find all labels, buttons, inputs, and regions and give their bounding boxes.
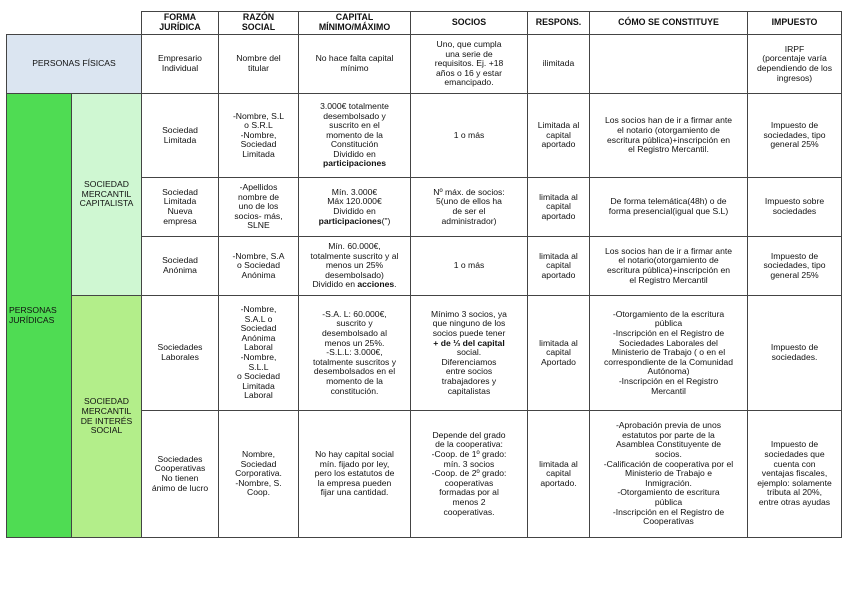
cell-impuesto: Impuesto de sociedades.: [748, 296, 842, 411]
cell-capital: No hace falta capital mínimo: [299, 35, 411, 94]
capital-emphasis: participaciones: [318, 215, 382, 226]
cell-respons: limitada al capital aportado.: [528, 411, 590, 538]
cell-respons: limitada al capital Aportado: [528, 296, 590, 411]
socios-text-post: social. Diferenciamos entre socios trabajadores y capitalistas: [441, 347, 497, 396]
header-razon: RAZÓN SOCIAL: [219, 12, 299, 35]
cell-constituye: -Aprobación previa de unos estatutos por parte de la Asamblea Constituyente de socios. -Calificación de cooperativa por el Ministerio de Trabajo e Inmigración. -Otorgamiento de escritura pública -Inscripción en el Registro de Cooperativas: [590, 411, 748, 538]
cell-socios: Nº máx. de socios: 5(uno de ellos ha de ser el administrador): [411, 178, 528, 237]
socios-emphasis: + de ⅓ del capital: [433, 337, 505, 348]
cell-socios: [411, 296, 528, 411]
cell-forma: Sociedades Laborales: [142, 296, 219, 411]
cell-socios: Uno, que cumpla una serie de requisitos. Ej. +18 años o 16 y estar emancipado.: [411, 35, 528, 94]
label-personas-juridicas: PERSONAS JURÍDICAS: [7, 94, 72, 538]
capital-text: 3.000€ totalmente desembolsado y suscrito en el momento de la Constitución Dividido en: [320, 100, 389, 159]
capital-text: Mín. 60.000€, totalmente suscrito y al menos un 25% desembolsado) Dividido en: [310, 241, 399, 290]
capital-tail: .: [394, 279, 397, 290]
cell-razon: Nombre del titular: [219, 35, 299, 94]
cell-forma: Sociedades Cooperativas No tienen ánimo de lucro: [142, 411, 219, 538]
header-forma: FORMA JURÍDICA: [142, 12, 219, 35]
cell-respons: limitada al capital aportado: [528, 237, 590, 296]
cell-constituye: -Otorgamiento de la escritura pública -Inscripción en el Registro de Sociedades Laborales del Ministerio de Trabajo ( o en el correspondiente de la Comunidad Autónoma) -Inscripción en el Registro Mercantil: [590, 296, 748, 411]
row-empresario-individual: [7, 35, 842, 94]
label-sociedad-interes-social: SOCIEDAD MERCANTIL DE INTERÉS SOCIAL: [72, 296, 142, 538]
header-capital: CAPITAL MÍNIMO/MÁXIMO: [299, 12, 411, 35]
row-sociedades-laborales: [7, 296, 842, 411]
cell-impuesto: Impuesto de sociedades que cuenta con ventajas fiscales, ejemplo: solamente tributa al 20%, entre otras ayudas: [748, 411, 842, 538]
cell-socios: Depende del grado de la cooperativa: -Coop. de 1º grado: mín. 3 socios -Coop. de 2º grado: cooperativas formadas por al menos 2 cooperativas.: [411, 411, 528, 538]
corner-blank: [7, 12, 142, 35]
cell-respons: Limitada al capital aportado: [528, 94, 590, 178]
cell-impuesto: Impuesto de sociedades, tipo general 25%: [748, 237, 842, 296]
cell-capital: [299, 94, 411, 178]
header-constituye: CÓMO SE CONSTITUYE: [590, 12, 748, 35]
cell-impuesto: Impuesto sobre sociedades: [748, 178, 842, 237]
cell-forma: Sociedad Limitada Nueva empresa: [142, 178, 219, 237]
capital-tail: ("): [381, 215, 391, 226]
capital-emphasis: participaciones: [322, 158, 387, 169]
cell-constituye: Los socios han de ir a firmar ante el notario(otorgamiento de escritura pública)+inscripción en el Registro Mercantil: [590, 237, 748, 296]
cell-constituye: De forma telemática(48h) o de forma presencial(igual que S.L): [590, 178, 748, 237]
cell-razon: -Nombre, S.L o S.R.L -Nombre, Sociedad Limitada: [219, 94, 299, 178]
cell-impuesto: IRPF (porcentaje varía dependiendo de los ingresos): [748, 35, 842, 94]
cell-capital: -S.A. L: 60.000€, suscrito y desembolsado al menos un 25%. -S.L.L: 3.000€, totalmente suscritos y desembolsados en el momento de la constitución.: [299, 296, 411, 411]
row-sociedad-limitada: [7, 94, 842, 178]
cell-forma: Empresario Individual: [142, 35, 219, 94]
cell-razon: -Nombre, S.A o Sociedad Anónima: [219, 237, 299, 296]
label-personas-fisicas: PERSONAS FÍSICAS: [7, 35, 142, 94]
cell-respons: ilimitada: [528, 35, 590, 94]
socios-text: Mínimo 3 socios, ya que ninguno de los socios puede tener: [431, 308, 507, 339]
header-impuesto: IMPUESTO: [748, 12, 842, 35]
header-socios: SOCIOS: [411, 12, 528, 35]
cell-capital: [299, 237, 411, 296]
cell-razon: -Apellidos nombre de uno de los socios- más, SLNE: [219, 178, 299, 237]
cell-constituye: [590, 35, 748, 94]
capital-emphasis: acciones: [357, 279, 395, 290]
cell-socios: 1 o más: [411, 237, 528, 296]
label-sociedad-capitalista: SOCIEDAD MERCANTIL CAPITALISTA: [72, 94, 142, 296]
cell-capital: [299, 178, 411, 237]
cell-razon: Nombre, Sociedad Corporativa. -Nombre, S. Coop.: [219, 411, 299, 538]
cell-forma: Sociedad Limitada: [142, 94, 219, 178]
header-respons: RESPONS.: [528, 12, 590, 35]
legal-forms-table: [6, 11, 842, 538]
cell-constituye: Los socios han de ir a firmar ante el notario (otorgamiento de escritura pública)+inscripción en el Registro Mercantil.: [590, 94, 748, 178]
cell-impuesto: Impuesto de sociedades, tipo general 25%: [748, 94, 842, 178]
cell-razon: -Nombre, S.A.L o Sociedad Anónima Laboral -Nombre, S.L.L o Sociedad Limitada Laboral: [219, 296, 299, 411]
cell-socios: 1 o más: [411, 94, 528, 178]
cell-forma: Sociedad Anónima: [142, 237, 219, 296]
capital-text: Mín. 3.000€ Máx 120.000€ Dividido en: [327, 186, 382, 216]
cell-respons: limitada al capital aportado: [528, 178, 590, 237]
cell-capital: No hay capital social mín. fijado por ley, pero los estatutos de la empresa pueden fijar una cantidad.: [299, 411, 411, 538]
